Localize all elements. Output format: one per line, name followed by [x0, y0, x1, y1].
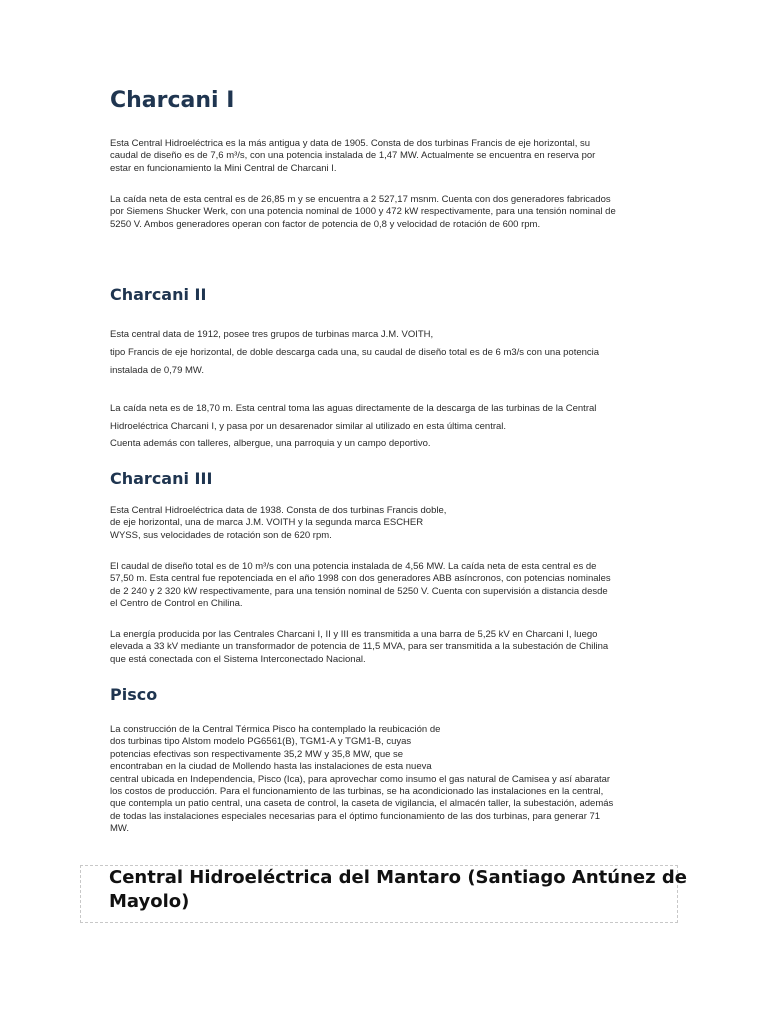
text-line: Esta Central Hidroeléctrica es la más antigua y data de 1905. Consta de dos turbinas Francis de eje horizontal, su [110, 138, 591, 149]
text-line: 5250 V. Ambos generadores operan con factor de potencia de 0,8 y velocidad de rotación de 600 rpm. [110, 218, 541, 230]
text-line: La caída neta de esta central es de 26,85 m y se encuentra a 2 527,17 msnm. Cuenta con dos generadores fabricados [110, 194, 611, 205]
paragraph-charcani-i-intro [110, 138, 660, 175]
heading-line: Central Hidroeléctrica del Mantaro (Santiago Antúnez de [109, 867, 687, 888]
text-line: tipo Francis de eje horizontal, de doble descarga cada una, su caudal de diseño total es de 6 m3/s con una potencia [110, 347, 600, 358]
text-line: WYSS, sus velocidades de rotación son de 620 rpm. [110, 529, 332, 541]
heading-charcani-ii: Charcani II [110, 285, 207, 304]
text-line: La caída neta es de 18,70 m. Esta central toma las aguas directamente de la descarga de las turbinas de la Central [110, 403, 597, 414]
text-line: caudal de diseño es de 7,6 m³/s, con una potencia instalada de 1,47 MW. Actualmente se encuentra en reserva por [110, 150, 596, 162]
text-line: La construcción de la Central Térmica Pisco ha contemplado la reubicación de [110, 724, 441, 735]
text-line: La energía producida por las Centrales Charcani I, II y III es transmitida a una barra de 5,25 kV en Charcani I, luego [110, 629, 598, 640]
text-line: el Centro de Control en Chilina. [110, 598, 243, 610]
text-line: elevada a 33 kV mediante un transformador de potencia de 11,5 MVA, para ser transmitida a la subestación de Chilina [110, 641, 609, 653]
text-line: que contempla un patio central, una caseta de control, la caseta de vigilancia, el almacén taller, la subestación, además [110, 798, 614, 810]
text-line: instalada de 0,79 MW. [110, 365, 204, 376]
paragraph-charcani-iii-details [110, 561, 660, 611]
text-line: de todas las instalaciones especiales necesarias para el óptimo funcionamiento de las dos turbinas, para generar 71 [110, 810, 601, 822]
heading-charcani-iii: Charcani III [110, 469, 213, 488]
paragraph-charcani-transmission [110, 629, 660, 666]
paragraph-charcani-iii-intro [110, 505, 660, 542]
text-line: El caudal de diseño total es de 10 m³/s con una potencia instalada de 4,56 MW. La caída neta de esta central es de [110, 561, 597, 572]
paragraph-charcani-ii-details [110, 400, 660, 436]
text-line: Cuenta además con talleres, albergue, una parroquia y un campo deportivo. [110, 438, 431, 449]
text-line: Esta Central Hidroeléctrica data de 1938. Consta de dos turbinas Francis doble, [110, 505, 447, 516]
text-line: Hidroeléctrica Charcani I, y pasa por un desarenador similar al utilizado en esta última central. [110, 421, 507, 432]
heading-mantaro [109, 866, 687, 914]
text-line: por Siemens Shucker Werk, con una potencia nominal de 1000 y 472 kW respectivamente, para una tensión nominal de [110, 206, 616, 218]
text-line: que está conectada con el Sistema Interconectado Nacional. [110, 653, 366, 665]
text-line: central ubicada en Independencia, Pisco (Ica), para aprovechar como insumo el gas natural de Camisea y así abaratar [110, 773, 611, 785]
text-line: de 2 240 y 2 320 kW respectivamente, para una tensión nominal de 5250 V. Cuenta con supervisión a distancia desde [110, 585, 608, 597]
paragraph-pisco [110, 724, 660, 836]
heading-line: Mayolo) [109, 891, 190, 912]
paragraph-charcani-ii-intro [110, 326, 660, 380]
text-line: Esta central data de 1912, posee tres grupos de turbinas marca J.M. VOITH, [110, 329, 434, 340]
text-line: encontraban en la ciudad de Mollendo hasta las instalaciones de esta nueva [110, 761, 432, 773]
text-line: los costos de producción. Para el funcionamiento de las turbinas, se ha acondicionado las instalaciones en la central, [110, 786, 604, 798]
text-line: 57,50 m. Esta central fue repotenciada en el año 1998 con dos generadores ABB asíncronos, con potencias nominales [110, 573, 611, 585]
paragraph-charcani-ii-facilities [110, 438, 660, 450]
text-line: MW. [110, 823, 129, 835]
text-line: estar en funcionamiento la Mini Central de Charcani I. [110, 162, 337, 174]
text-line: dos turbinas tipo Alstom modelo PG6561(B), TGM1-A y TGM1-B, cuyas [110, 736, 412, 748]
paragraph-charcani-i-details [110, 194, 660, 231]
heading-charcani-i: Charcani I [110, 88, 235, 113]
heading-pisco: Pisco [110, 685, 158, 704]
text-line: de eje horizontal, una de marca J.M. VOITH y la segunda marca ESCHER [110, 517, 424, 529]
text-line: potencias efectivas son respectivamente 35,2 MW y 35,8 MW, que se [110, 748, 404, 760]
